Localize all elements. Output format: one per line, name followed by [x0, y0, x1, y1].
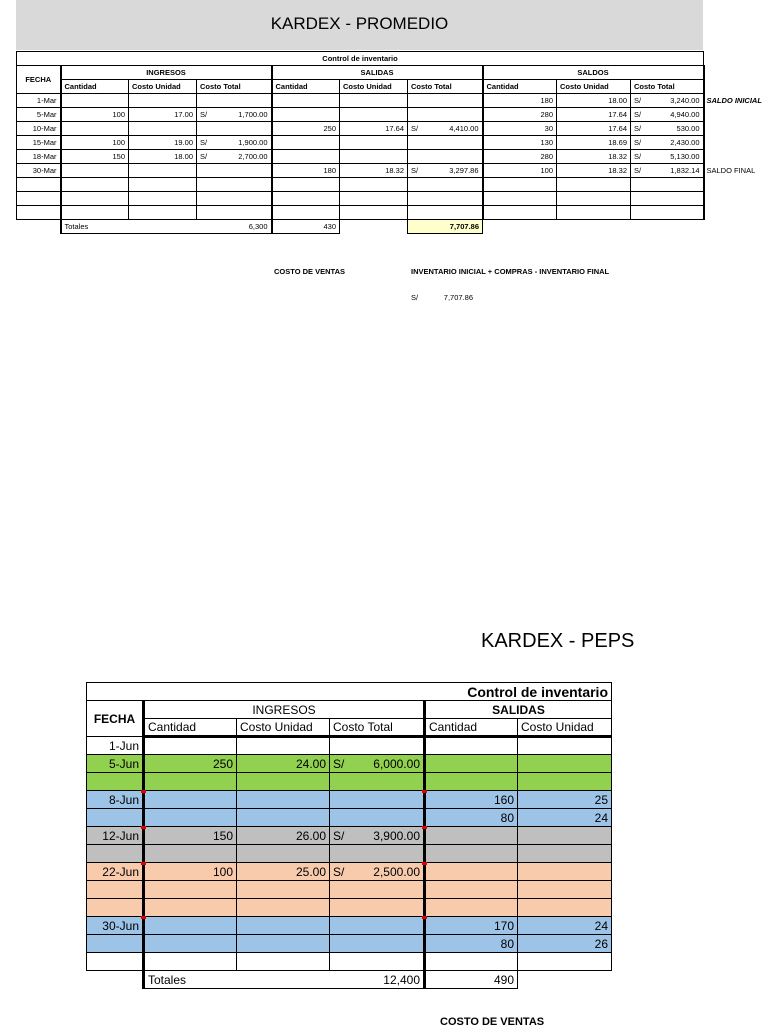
salida-unit-cost: [518, 755, 612, 773]
salida-qty: [425, 899, 518, 917]
salida-unit-cost: [340, 192, 408, 206]
totals-label: Totales: [61, 220, 197, 234]
row-note: [704, 178, 765, 192]
ingreso-unit-cost: 19.00: [129, 136, 197, 150]
ingreso-qty: [144, 773, 237, 791]
date-cell: 30-Jun: [87, 917, 144, 935]
costo-ventas-formula: INVENTARIO INICIAL + COMPRAS - INVENTARIO FINAL: [411, 267, 610, 276]
salida-qty: 170: [425, 917, 518, 935]
date-cell: 1-Mar: [17, 94, 61, 108]
salida-qty: [272, 206, 340, 220]
table-row: [87, 899, 612, 917]
ingreso-unit-cost: [237, 953, 330, 971]
salida-total: [408, 122, 483, 136]
table-row: [17, 136, 765, 150]
currency-symbol: S/: [200, 152, 208, 161]
totals-row: [17, 220, 765, 234]
ingreso-unit-cost: 26.00: [237, 827, 330, 845]
ingreso-qty: [61, 94, 129, 108]
table-row: [87, 845, 612, 863]
amount: 3,297.86: [449, 166, 479, 175]
ingreso-total: [197, 164, 272, 178]
ingreso-unit-cost: [129, 178, 197, 192]
costo-ventas-amount: 7,707.86: [443, 293, 473, 302]
totals-ingresos: 6,300: [197, 220, 272, 234]
saldo-total: [631, 178, 704, 192]
col-costo-total: Costo Total: [631, 80, 704, 94]
date-cell: 15-Mar: [17, 136, 61, 150]
date-cell: 12-Jun: [87, 827, 144, 845]
saldo-qty: [483, 192, 557, 206]
ingreso-total: [330, 809, 425, 827]
saldo-qty: 280: [483, 150, 557, 164]
col-costo-unidad: Costo Unidad: [340, 80, 408, 94]
table-row: [17, 192, 765, 206]
ingreso-qty: [61, 122, 129, 136]
ingreso-unit-cost: [237, 917, 330, 935]
salida-qty: 80: [425, 809, 518, 827]
currency-symbol: S/: [411, 166, 419, 175]
date-cell: 22-Jun: [87, 863, 144, 881]
ingreso-qty: [144, 917, 237, 935]
amount: 3,900.00: [373, 828, 420, 843]
amount: 4,940.00: [670, 110, 700, 119]
ingreso-qty: [144, 845, 237, 863]
date-cell: [87, 899, 144, 917]
ingreso-total: [330, 827, 425, 845]
currency-symbol: S/: [634, 110, 642, 119]
saldo-qty: 180: [483, 94, 557, 108]
ingreso-qty: 150: [61, 150, 129, 164]
saldo-unit-cost: 18.69: [557, 136, 631, 150]
kardex-promedio-table: [16, 51, 765, 234]
totals-label: Totales: [144, 971, 330, 989]
ingreso-total: [197, 178, 272, 192]
currency-symbol: S/: [333, 756, 345, 771]
salida-total: [408, 206, 483, 220]
date-cell: [87, 881, 144, 899]
totals-salidas-cost: 7,707.86: [408, 220, 483, 234]
currency-symbol: S/: [333, 828, 345, 843]
salida-qty: 160: [425, 791, 518, 809]
salida-qty: 180: [272, 164, 340, 178]
salida-qty: [425, 773, 518, 791]
ingreso-unit-cost: 25.00: [237, 863, 330, 881]
costo-ventas-value: [411, 293, 473, 302]
col-cantidad: Cantidad: [425, 719, 518, 737]
table-row: [17, 164, 765, 178]
table-row: [87, 809, 612, 827]
ingreso-qty: [144, 737, 237, 755]
currency-symbol: S/: [411, 293, 419, 302]
currency-symbol: S/: [634, 124, 642, 133]
amount: 1,900.00: [238, 138, 268, 147]
ingreso-qty: 100: [61, 136, 129, 150]
salida-unit-cost: [518, 845, 612, 863]
currency-symbol: S/: [200, 110, 208, 119]
salida-unit-cost: [518, 737, 612, 755]
table-row: [87, 827, 612, 845]
change-marker: [422, 790, 427, 793]
salida-qty: [425, 881, 518, 899]
table-row: [87, 737, 612, 755]
ingreso-qty: [61, 192, 129, 206]
salida-total: [408, 108, 483, 122]
fecha-header: FECHA: [87, 701, 144, 737]
change-marker: [422, 862, 427, 865]
table-row: [17, 178, 765, 192]
saldo-total: [631, 164, 704, 178]
ingreso-qty: [144, 899, 237, 917]
saldo-total: [631, 136, 704, 150]
ingreso-unit-cost: [237, 881, 330, 899]
group-header-row: [17, 66, 765, 80]
ingreso-unit-cost: [129, 122, 197, 136]
ingreso-unit-cost: [237, 935, 330, 953]
change-marker: [141, 826, 146, 829]
col-costo-total: Costo Total: [330, 719, 425, 737]
date-cell: 1-Jun: [87, 737, 144, 755]
salida-unit-cost: 25: [518, 791, 612, 809]
salida-qty: [425, 755, 518, 773]
salida-qty: [425, 953, 518, 971]
saldo-qty: 100: [483, 164, 557, 178]
amount: 1,700.00: [238, 110, 268, 119]
salida-unit-cost: 26: [518, 935, 612, 953]
ingreso-qty: 100: [61, 108, 129, 122]
ingreso-qty: [144, 953, 237, 971]
salida-unit-cost: 18.32: [340, 164, 408, 178]
row-note: [704, 136, 765, 150]
table-row: [17, 108, 765, 122]
salida-qty: [272, 150, 340, 164]
ingreso-unit-cost: [237, 737, 330, 755]
row-note: [704, 206, 765, 220]
costo-ventas-label: COSTO DE VENTAS: [274, 267, 345, 276]
currency-symbol: S/: [634, 138, 642, 147]
peps-costo-ventas-label: COSTO DE VENTAS: [440, 1016, 545, 1028]
currency-symbol: S/: [333, 864, 345, 879]
ingreso-qty: [144, 809, 237, 827]
currency-symbol: S/: [634, 166, 642, 175]
ingreso-total: [330, 899, 425, 917]
salida-unit-cost: [518, 773, 612, 791]
saldo-unit-cost: [557, 178, 631, 192]
date-cell: [87, 809, 144, 827]
salida-qty: [272, 178, 340, 192]
row-note: SALDO INICIAL: [706, 96, 762, 105]
ingreso-total: [330, 845, 425, 863]
saldo-qty: 280: [483, 108, 557, 122]
salida-unit-cost: [340, 178, 408, 192]
salida-unit-cost: [340, 150, 408, 164]
salida-qty: [272, 192, 340, 206]
ingreso-qty: [61, 178, 129, 192]
col-cantidad: Cantidad: [144, 719, 237, 737]
saldo-total: [631, 108, 704, 122]
amount: 1,832.14: [670, 166, 700, 175]
row-note: [704, 192, 765, 206]
salida-unit-cost: [340, 108, 408, 122]
salidas-header: SALIDAS: [272, 66, 483, 80]
ingreso-total: [197, 94, 272, 108]
ingreso-unit-cost: 18.00: [129, 150, 197, 164]
ingreso-total: [330, 953, 425, 971]
change-marker: [422, 826, 427, 829]
table-row: [87, 773, 612, 791]
salida-unit-cost: [518, 953, 612, 971]
saldo-qty: 30: [483, 122, 557, 136]
table-title-row: [17, 52, 765, 66]
ingreso-total: [330, 863, 425, 881]
col-cantidad: Cantidad: [483, 80, 557, 94]
ingreso-qty: [61, 206, 129, 220]
amount: 2,430.00: [670, 138, 700, 147]
currency-symbol: S/: [634, 96, 642, 105]
ingreso-total: [330, 755, 425, 773]
col-costo-unidad: Costo Unidad: [518, 719, 612, 737]
date-cell: [87, 935, 144, 953]
table-row: [87, 791, 612, 809]
amount: 530.00: [676, 124, 700, 133]
col-costo-unidad: Costo Unidad: [129, 80, 197, 94]
ingreso-unit-cost: [129, 192, 197, 206]
date-cell: 30-Mar: [17, 164, 61, 178]
currency-symbol: S/: [200, 138, 208, 147]
date-cell: 10-Mar: [17, 122, 61, 136]
totals-salidas-qty: 430: [272, 220, 340, 234]
currency-symbol: S/: [411, 124, 419, 133]
ingreso-unit-cost: [237, 773, 330, 791]
ingreso-total: [197, 192, 272, 206]
ingreso-unit-cost: [237, 791, 330, 809]
table-row: [87, 881, 612, 899]
fecha-header: FECHA: [17, 66, 61, 94]
col-cantidad: Cantidad: [272, 80, 340, 94]
col-cantidad: Cantidad: [61, 80, 129, 94]
totals-salidas-qty: 490: [425, 971, 518, 989]
col-costo-unidad: Costo Unidad: [237, 719, 330, 737]
ingreso-total: [197, 108, 272, 122]
ingreso-qty: [144, 935, 237, 953]
date-cell: [17, 192, 61, 206]
table-row: [17, 122, 765, 136]
salida-total: [408, 192, 483, 206]
saldo-unit-cost: 18.32: [557, 150, 631, 164]
saldo-unit-cost: 18.00: [557, 94, 631, 108]
ingreso-qty: [61, 164, 129, 178]
ingreso-total: [330, 773, 425, 791]
row-note: [704, 108, 765, 122]
table-row: [17, 206, 765, 220]
salida-qty: [272, 108, 340, 122]
ingreso-total: [197, 150, 272, 164]
change-marker: [141, 916, 146, 919]
amount: 4,410.00: [449, 124, 479, 133]
saldos-header: SALDOS: [483, 66, 704, 80]
column-header-row: [87, 719, 612, 737]
col-costo-total: Costo Total: [197, 80, 272, 94]
group-header-row: [87, 701, 612, 719]
salida-unit-cost: [340, 206, 408, 220]
saldo-qty: [483, 206, 557, 220]
ingreso-unit-cost: [237, 899, 330, 917]
ingreso-unit-cost: [129, 94, 197, 108]
table-row: [87, 917, 612, 935]
saldo-total: [631, 206, 704, 220]
date-cell: [87, 845, 144, 863]
salida-qty: [425, 863, 518, 881]
salida-qty: [272, 94, 340, 108]
ingresos-header: INGRESOS: [144, 701, 425, 719]
table-row: [87, 935, 612, 953]
ingreso-qty: 100: [144, 863, 237, 881]
column-header-row: [17, 80, 765, 94]
salida-total: [408, 150, 483, 164]
salida-unit-cost: [340, 94, 408, 108]
peps-title: KARDEX - PEPS: [481, 630, 635, 652]
table-row: [87, 755, 612, 773]
date-cell: [17, 206, 61, 220]
date-cell: [17, 178, 61, 192]
currency-symbol: S/: [634, 152, 642, 161]
ingreso-qty: [144, 881, 237, 899]
saldo-total: [631, 150, 704, 164]
amount: 2,500.00: [373, 864, 420, 879]
change-marker: [422, 916, 427, 919]
totals-ingresos: 12,400: [330, 971, 425, 989]
salida-qty: [272, 136, 340, 150]
salida-total: [408, 136, 483, 150]
ingreso-unit-cost: 17.00: [129, 108, 197, 122]
salida-qty: 80: [425, 935, 518, 953]
salida-unit-cost: 24: [518, 809, 612, 827]
salida-unit-cost: 24: [518, 917, 612, 935]
ingreso-qty: 250: [144, 755, 237, 773]
kardex-peps-table: [86, 682, 612, 989]
amount: 2,700.00: [238, 152, 268, 161]
saldo-unit-cost: [557, 192, 631, 206]
table-row: [87, 863, 612, 881]
table-row: [87, 953, 612, 971]
salida-unit-cost: [518, 899, 612, 917]
row-note: [704, 150, 765, 164]
salida-total: [408, 94, 483, 108]
salida-unit-cost: 17.64: [340, 122, 408, 136]
salida-qty: [425, 845, 518, 863]
date-cell: 5-Mar: [17, 108, 61, 122]
date-cell: 8-Jun: [87, 791, 144, 809]
ingreso-unit-cost: [129, 164, 197, 178]
change-marker: [141, 790, 146, 793]
salida-qty: [425, 737, 518, 755]
date-cell: 18-Mar: [17, 150, 61, 164]
salida-total: [408, 178, 483, 192]
ingreso-total: [330, 881, 425, 899]
saldo-total: [631, 94, 704, 108]
salidas-header: SALIDAS: [425, 701, 612, 719]
ingresos-header: INGRESOS: [61, 66, 272, 80]
totals-row: [87, 971, 612, 989]
saldo-unit-cost: 17.64: [557, 122, 631, 136]
ingreso-total: [197, 122, 272, 136]
salida-unit-cost: [518, 827, 612, 845]
ingreso-qty: 150: [144, 827, 237, 845]
table-title: Control de inventario: [87, 683, 612, 701]
saldo-unit-cost: 17.64: [557, 108, 631, 122]
ingreso-unit-cost: [237, 845, 330, 863]
ingreso-total: [330, 791, 425, 809]
col-costo-unidad: Costo Unidad: [557, 80, 631, 94]
ingreso-total: [330, 917, 425, 935]
amount: 3,240.00: [670, 96, 700, 105]
saldo-total: [631, 122, 704, 136]
saldo-unit-cost: [557, 206, 631, 220]
ingreso-unit-cost: 24.00: [237, 755, 330, 773]
saldo-total: [631, 192, 704, 206]
saldo-qty: [483, 178, 557, 192]
table-title: Control de inventario: [17, 52, 704, 66]
date-cell: 5-Jun: [87, 755, 144, 773]
ingreso-total: [197, 136, 272, 150]
table-row: [17, 94, 765, 108]
ingreso-total: [330, 935, 425, 953]
ingreso-total: [197, 206, 272, 220]
row-note: [704, 122, 765, 136]
date-cell: [87, 953, 144, 971]
ingreso-qty: [144, 791, 237, 809]
change-marker: [141, 862, 146, 865]
sheet-title: KARDEX - PROMEDIO: [270, 14, 449, 33]
salida-unit-cost: [518, 863, 612, 881]
saldo-qty: 130: [483, 136, 557, 150]
col-costo-total: Costo Total: [408, 80, 483, 94]
salida-total: [408, 164, 483, 178]
table-row: [17, 150, 765, 164]
ingreso-unit-cost: [129, 206, 197, 220]
salida-qty: [425, 827, 518, 845]
row-note: SALDO FINAL: [706, 166, 756, 175]
ingreso-total: [330, 737, 425, 755]
ingreso-unit-cost: [237, 809, 330, 827]
saldo-unit-cost: 18.32: [557, 164, 631, 178]
salida-qty: 250: [272, 122, 340, 136]
salida-unit-cost: [340, 136, 408, 150]
table-title-row: [87, 683, 612, 701]
date-cell: [87, 773, 144, 791]
salida-unit-cost: [518, 881, 612, 899]
amount: 6,000.00: [373, 756, 420, 771]
amount: 5,130.00: [670, 152, 700, 161]
